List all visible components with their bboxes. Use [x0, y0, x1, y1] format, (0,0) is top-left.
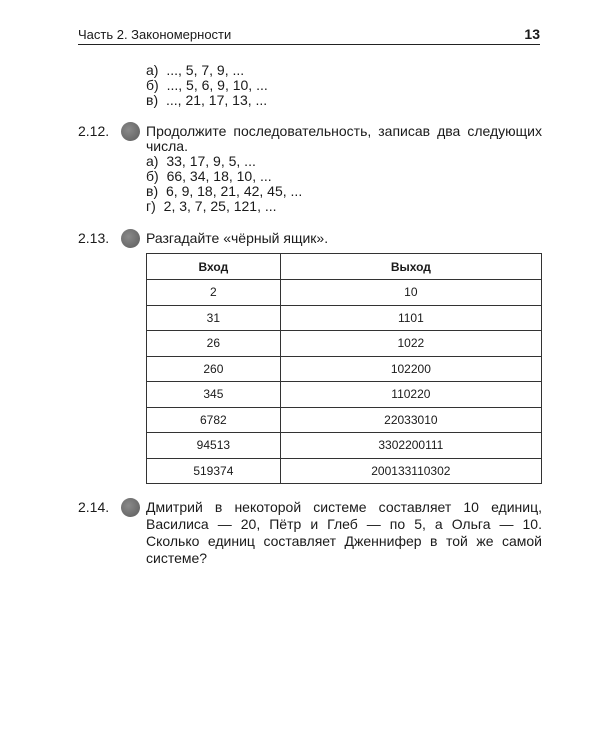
list-item: в) ..., 21, 17, 13, ...	[146, 92, 268, 108]
table-cell: 519374	[147, 458, 281, 484]
table-cell: 3302200111	[280, 433, 541, 459]
table-row	[147, 331, 542, 357]
table-cell: 345	[147, 382, 281, 408]
table-row	[147, 280, 542, 306]
task-number: 2.13.	[78, 230, 110, 246]
table-cell: 1101	[280, 305, 541, 331]
table-cell: 110220	[280, 382, 541, 408]
black-box-table	[146, 253, 542, 484]
table-row	[147, 382, 542, 408]
column-header-output: Выход	[280, 254, 541, 280]
page-header	[78, 26, 540, 45]
table-row	[147, 305, 542, 331]
table-cell: 10	[280, 280, 541, 306]
task-number: 2.14.	[78, 499, 110, 515]
table-cell: 260	[147, 356, 281, 382]
task-number: 2.12.	[78, 123, 110, 139]
list-item: а) 33, 17, 9, 5, ...	[146, 153, 256, 169]
list-item: в) 6, 9, 18, 21, 42, 45, ...	[146, 183, 303, 199]
list-item: б) ..., 5, 6, 9, 10, ...	[146, 77, 268, 93]
task-text: Дмитрий в некоторой системе составляет 10 единиц, Василиса — 20, Пётр и Глеб — по 5, а Ольга — 10. Сколько единиц составляет Дженнифер в той же самой системе?	[146, 499, 542, 566]
table-cell: 94513	[147, 433, 281, 459]
column-header-input: Вход	[147, 254, 281, 280]
list-item: г) 2, 3, 7, 25, 121, ...	[146, 198, 277, 214]
page-number: 13	[524, 26, 540, 42]
task-text: Разгадайте «чёрный ящик».	[146, 230, 329, 246]
table-cell: 6782	[147, 407, 281, 433]
list-item: а) ..., 5, 7, 9, ...	[146, 62, 245, 78]
difficulty-marker-icon	[121, 122, 140, 141]
table-cell: 22033010	[280, 407, 541, 433]
table-cell: 1022	[280, 331, 541, 357]
table-row	[147, 356, 542, 382]
table-cell: 26	[147, 331, 281, 357]
table-cell: 31	[147, 305, 281, 331]
table-cell: 2	[147, 280, 281, 306]
table-cell: 102200	[280, 356, 541, 382]
section-title: Часть 2. Закономерности	[78, 27, 232, 42]
task-text: Продолжите последовательность, записав два следующих	[146, 123, 542, 139]
difficulty-marker-icon	[121, 498, 140, 517]
table-row	[147, 458, 542, 484]
table-cell: 200133110302	[280, 458, 541, 484]
task-text: числа.	[146, 138, 188, 154]
difficulty-marker-icon	[121, 229, 140, 248]
table-row	[147, 433, 542, 459]
table-row	[147, 407, 542, 433]
list-item: б) 66, 34, 18, 10, ...	[146, 168, 272, 184]
